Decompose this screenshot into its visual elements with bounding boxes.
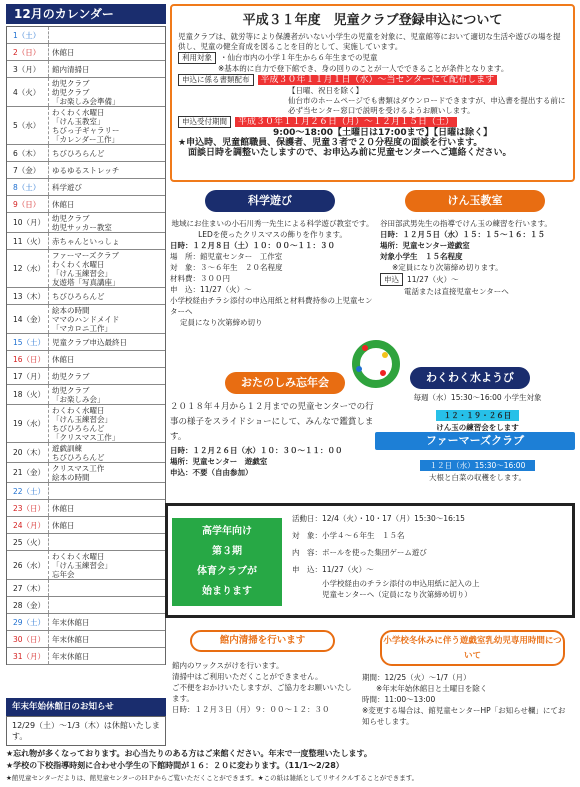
- party-body: [170, 400, 375, 478]
- calendar-row: [7, 443, 165, 463]
- cleaning-text-3: ご不便をおかけいたしますが、ご協力をお願いいたします。: [172, 683, 352, 703]
- cleaning-date: 日時：１２月３日（月）９：００～１２：３０: [172, 705, 330, 714]
- calendar-row: [7, 233, 165, 250]
- kendama-apply: 11/27（火）～: [407, 275, 459, 284]
- cleaning-body: [172, 660, 352, 715]
- calendar-event: 忘年会: [52, 569, 75, 579]
- party-title: おたのしみ忘年会: [225, 372, 345, 394]
- sports-apply-note: 小学校経由のチラシ添付の申込用紙に記入の上: [322, 579, 480, 588]
- calendar-row: [7, 648, 165, 665]
- calendar-event: 遊戯訓練: [52, 443, 82, 453]
- sports-apply-note-2: 児童センターへ（定員になり次第締め切り）: [322, 590, 472, 599]
- calendar-row: [7, 78, 165, 107]
- calendar-events: [49, 648, 93, 664]
- calendar-row: [7, 463, 165, 483]
- farmers-desc: 大根と白菜の収穫をします。: [429, 473, 526, 482]
- calendar-day: 7（金）: [7, 162, 49, 178]
- calendar-event: ちびっ子ギャラリー: [52, 125, 120, 135]
- sports-badge-line-1: 高学年向け: [202, 526, 252, 537]
- calendar-row: [7, 334, 165, 351]
- calendar-day: 10（月）: [7, 213, 49, 232]
- calendar-day: 3（月）: [7, 61, 49, 77]
- calendar-event: 「お楽しみ会準備」: [52, 96, 120, 106]
- calendar-day: 18（火）: [7, 385, 49, 404]
- calendar-day: 19（水）: [7, 405, 49, 442]
- calendar-events: [49, 368, 93, 384]
- calendar-event: ちびひろらんど: [52, 291, 105, 301]
- party-desc: ２０１８年４月から１２月までの児童センターでの行事の様子をスライドショーにして、みんなで鑑賞します。: [170, 402, 374, 442]
- calendar-events: [49, 614, 93, 630]
- farmers-body: [380, 453, 575, 483]
- calendar-day: 6（木）: [7, 145, 49, 161]
- calendar-event: 休館日: [52, 47, 75, 57]
- calendar-event: 幼児クラブ: [52, 385, 90, 395]
- winter-note: ※変更する場合は、館児童センターHP「お知らせ欄」にてお知らせします。: [362, 706, 566, 726]
- calendar-row: [7, 162, 165, 179]
- calendar-row: [7, 27, 165, 44]
- distribution-text: 仙台市のホームページでも書類はダウンロードできますが、申込書を提出する前に必ず当センター窓口で説明を受けるようお願いします。: [288, 96, 566, 115]
- party-place: 場所：児童センター 遊戯室: [170, 457, 268, 466]
- calendar-row: [7, 534, 165, 551]
- calendar-row: [7, 250, 165, 288]
- calendar-event: 幼児クラブ: [52, 213, 90, 223]
- science-note-2: 定員になり次第締め切り: [180, 318, 263, 327]
- calendar-event: 「お楽しみ会」: [52, 394, 105, 404]
- calendar-events: [49, 78, 123, 106]
- calendar-row: [7, 614, 165, 631]
- wakuwaku-dates: １２・１９・２６日: [436, 410, 520, 421]
- calendar-events: [49, 162, 122, 178]
- calendar-row: [7, 517, 165, 534]
- calendar-event: 「けん玉練習会」: [52, 560, 112, 570]
- cleaning-title: 館内清掃を行います: [190, 630, 335, 652]
- calendar-event: 幼児クラブ: [52, 371, 90, 381]
- calendar-event: ファーマーズクラブ: [52, 250, 119, 260]
- calendar-event: わくわく水曜日: [52, 405, 105, 415]
- calendar-row: [7, 351, 165, 368]
- period-time: 9:00～18:00【土曜日は17:00まで】【日曜は除く】: [273, 128, 493, 138]
- calendar-row: [7, 44, 165, 61]
- calendar-row: [7, 631, 165, 648]
- calendar-events: [49, 44, 78, 60]
- calendar-event: 「けん玉教室」: [52, 116, 105, 126]
- sports-badge-line-2: 第３期: [212, 546, 242, 557]
- calendar-event: 「マカロニ工作」: [52, 323, 112, 333]
- calendar-row: [7, 145, 165, 162]
- calendar-events: [49, 580, 55, 596]
- calendar-day: 1（土）: [7, 27, 49, 43]
- calendar-event: ちびひろらんど: [52, 452, 105, 462]
- kendama-body: [380, 218, 575, 297]
- calendar-event: ゆるゆるストレッチ: [52, 165, 120, 175]
- calendar-row: [7, 500, 165, 517]
- footer-note-1: ★忘れ物が多くなっております。お心当たりのある方はご来館ください。年末で一度整理いたします。: [6, 749, 372, 758]
- calendar-event: ママのハンドメイド: [52, 314, 120, 324]
- yearend-body: 12/29（土）～1/3（木）は休館いたします。: [6, 716, 166, 746]
- calendar-events: [49, 145, 108, 161]
- calendar-day: 13（木）: [7, 288, 49, 304]
- winter-title: 小学校冬休みに伴う遊戯室乳幼児専用時間について: [380, 630, 565, 666]
- calendar-events: [49, 233, 123, 249]
- farmers-title: ファーマーズクラブ: [375, 432, 575, 450]
- party-apply: 申込：不要（自由参加）: [170, 468, 253, 477]
- wakuwaku-time: 毎週（水）15:30～16:00 小学生対象: [413, 393, 542, 402]
- winter-period-note: ※年末年始休館日と土曜日を除く: [376, 684, 488, 693]
- calendar-row: [7, 597, 165, 614]
- sports-club-badge: [172, 518, 282, 606]
- calendar-event: 絵本の時間: [52, 472, 90, 482]
- calendar-events: [49, 517, 78, 533]
- calendar-row: [7, 483, 165, 500]
- calendar-event: わくわく水曜日: [52, 107, 105, 117]
- calendar-row: [7, 385, 165, 405]
- calendar-events: [49, 196, 78, 212]
- calendar-day: 23（日）: [7, 500, 49, 516]
- calendar-day: 24（月）: [7, 517, 49, 533]
- calendar-events: [49, 500, 78, 516]
- kendama-apply-note: 電話または直接児童センターへ: [404, 287, 509, 296]
- calendar-event: 友遊塔「写真講座」: [52, 277, 120, 287]
- calendar-events: [49, 631, 93, 647]
- wakuwaku-title: わくわく水ようび: [410, 367, 530, 389]
- calendar-day: 22（土）: [7, 483, 49, 499]
- calendar-event: 「けん玉練習会」: [52, 268, 112, 278]
- calendar-events: [49, 351, 78, 367]
- calendar-day: 28（金）: [7, 597, 49, 613]
- calendar-day: 25（火）: [7, 534, 49, 550]
- calendar-day: 27（木）: [7, 580, 49, 596]
- period-date: 平成３０年１１月２６日（月）～１２月１５日（土）: [235, 117, 457, 127]
- science-date: 日時：１２月８日（土）１０：００～１１：３０: [170, 241, 335, 250]
- calendar-event: 「けん玉練習会」: [52, 414, 112, 424]
- calendar-event: 「クリスマス工作」: [52, 432, 120, 442]
- calendar-day: 16（日）: [7, 351, 49, 367]
- calendar-row: [7, 179, 165, 196]
- target-note: ※基本的に自力で登下館でき、身の回りのことが一人でできることが条件となります。: [218, 64, 509, 73]
- calendar-event: 館内清掃日: [52, 64, 90, 74]
- calendar-row: [7, 551, 165, 580]
- winter-period: 期間：12/25（火）～1/7（月）: [362, 673, 471, 682]
- calendar-events: [49, 107, 123, 144]
- footer-notes: [6, 748, 578, 784]
- calendar-events: [49, 250, 123, 287]
- calendar-event: 年末休館日: [52, 651, 90, 661]
- calendar-events: [49, 597, 55, 613]
- calendar-row: [7, 107, 165, 145]
- calendar-day: 29（土）: [7, 614, 49, 630]
- cleaning-text-1: 館内のワックスがけを行います。: [172, 661, 284, 670]
- kendama-place: 場所：児童センター遊戯室: [380, 241, 470, 250]
- calendar-day: 20（木）: [7, 443, 49, 462]
- calendar-day: 5（水）: [7, 107, 49, 144]
- calendar-day: 15（土）: [7, 334, 49, 350]
- science-apply: 申 込：11/27（火）～: [170, 285, 252, 294]
- registration-box: [170, 4, 575, 182]
- calendar-day: 26（水）: [7, 551, 49, 579]
- cleaning-text-2: 清掃中はご利用いただくことができません。: [172, 672, 323, 681]
- distribution-label: 申込に係る書類配布: [178, 74, 254, 86]
- calendar-events: [49, 483, 55, 499]
- target-label: 利用対象: [178, 52, 216, 64]
- registration-intro: 児童クラブは、就労等により保護者がいない小学生の児童を対象に、児童館等において適切な生活や遊びの場を提供し、児童の健全育成を図ることを目的として、実施しています。: [178, 32, 561, 51]
- calendar-event: 絵本の時間: [52, 305, 90, 315]
- distribution-note: 【日曜、祝日を除く】: [288, 86, 363, 95]
- registration-footer-1: ★申込時、児童館職員、保護者、児童３者で２０分程度の面談を行います。: [178, 138, 483, 148]
- sports-details: [292, 510, 572, 600]
- yearend-title: 年末年始休館日のお知らせ: [6, 698, 166, 716]
- kendama-target: 対象小学生 １５名程度: [380, 252, 463, 261]
- sports-badge-line-3: 体育クラブが: [197, 566, 257, 577]
- calendar-row: [7, 61, 165, 78]
- calendar-event: クリスマス工作: [52, 463, 105, 473]
- calendar-event: 年末休館日: [52, 617, 90, 627]
- sports-apply: 申 込：11/27（火）～: [292, 565, 374, 574]
- footer-note-3: ★館児童センターだよりは、館児童センターのＨＰからご覧いただくことができます。★この紙は雑紙としてリサイクルすることができます。: [6, 774, 419, 782]
- target-text: ・仙台市内の小学１年生から６年生までの児童: [220, 53, 378, 62]
- science-body: [170, 218, 375, 328]
- calendar-day: 11（火）: [7, 233, 49, 249]
- science-title: 科学遊び: [205, 190, 335, 212]
- calendar-event: ちびひろらんど: [52, 423, 105, 433]
- calendar-table: [6, 26, 166, 665]
- wreath-icon: [352, 340, 400, 388]
- kendama-apply-label: 申込: [380, 273, 403, 286]
- calendar-day: 31（月）: [7, 648, 49, 664]
- registration-title: 平成３１年度 児童クラブ登録申込について: [242, 13, 503, 28]
- distribution-date: 平成３０年１１月１日（水）～当センターにて配布します: [258, 75, 498, 85]
- calendar-row: [7, 213, 165, 233]
- calendar-row: [7, 580, 165, 597]
- calendar-row: [7, 288, 165, 305]
- footer-note-2: ★学校の下校指導時刻に合わせ小学生の下館時間が１６：２０に変わります。（11/1～2/28）: [6, 761, 344, 770]
- calendar-events: [49, 334, 130, 350]
- calendar-event: 休館日: [52, 503, 75, 513]
- calendar-day: 17（月）: [7, 368, 49, 384]
- wakuwaku-desc: けん玉の練習会をします: [436, 423, 519, 432]
- period-label: 申込受付期間: [178, 116, 231, 128]
- science-desc: 地域にお住まいの小石川秀一先生による科学遊び教室です。LEDを使ったクリスマスの飾りを作ります。: [171, 219, 374, 239]
- calendar-events: [49, 305, 122, 333]
- science-note-1: 小学校経由チラシ添付の申込用紙と材料費持参の上児童センターへ: [170, 296, 373, 316]
- farmers-date: １２日（水）15:30～16:00: [420, 460, 536, 471]
- sports-target: 対 象：小学４～６年生 １５名: [292, 531, 405, 540]
- calendar-row: [7, 405, 165, 443]
- winter-body: [362, 672, 572, 727]
- registration-footer-2: 面談日時を調整いたしますので、お申込み前に児童センターへご連絡ください。: [188, 148, 512, 158]
- science-target: 対 象：３～６年生 ２０名程度: [170, 263, 283, 272]
- wakuwaku-body: [380, 392, 575, 433]
- calendar-event: ちびひろらんど: [52, 148, 105, 158]
- kendama-desc: 谷田部武男先生の指導でけん玉の練習を行います。: [380, 219, 552, 228]
- calendar-events: [49, 385, 108, 404]
- calendar-row: [7, 305, 165, 334]
- calendar-day: 8（土）: [7, 179, 49, 195]
- calendar-event: 幼児クラブ: [52, 78, 90, 88]
- calendar-event: 休館日: [52, 354, 75, 364]
- calendar-event: 「カレンダー工作」: [52, 134, 120, 144]
- calendar-events: [49, 288, 108, 304]
- calendar-event: わくわく水曜日: [52, 551, 105, 561]
- calendar-day: 14（金）: [7, 305, 49, 333]
- calendar-event: わくわく水曜日: [52, 259, 105, 269]
- calendar-day: 2（日）: [7, 44, 49, 60]
- calendar-event: 幼児サッカー教室: [52, 222, 112, 232]
- calendar-events: [49, 179, 85, 195]
- calendar-event: 児童クラブ申込最終日: [52, 337, 127, 347]
- calendar-events: [49, 463, 107, 482]
- kendama-date: 日時：１２月５日（水）１５：１５～１６：１５: [380, 230, 545, 239]
- science-fee: 材料費：３００円: [170, 274, 230, 283]
- calendar-row: [7, 196, 165, 213]
- calendar-title: 12月のカレンダー: [6, 4, 166, 24]
- calendar-day: 12（水）: [7, 250, 49, 287]
- calendar-event: 科学遊び: [52, 182, 82, 192]
- calendar-row: [7, 368, 165, 385]
- calendar-events: [49, 534, 55, 550]
- calendar-events: [49, 551, 115, 579]
- winter-time: 時間：11:00～13:00: [362, 695, 436, 704]
- calendar-event: 休館日: [52, 520, 75, 530]
- calendar-events: [49, 213, 115, 232]
- calendar-day: 4（火）: [7, 78, 49, 106]
- sports-badge-line-4: 始まります: [202, 586, 252, 597]
- calendar-events: [49, 405, 122, 442]
- calendar-events: [49, 61, 93, 77]
- calendar-events: [49, 443, 108, 462]
- calendar-events: [49, 27, 55, 43]
- party-date: 日時：１２月２６日（水）１０：３０～１１：００: [170, 446, 343, 455]
- calendar-day: 9（日）: [7, 196, 49, 212]
- kendama-note: ※定員になり次第締め切ります。: [392, 263, 503, 272]
- calendar-event: 幼児クラブ: [52, 87, 90, 97]
- calendar-event: 休館日: [52, 199, 75, 209]
- sports-date: 活動日：12/4（火）・10・17（月）15:30～16:15: [292, 514, 465, 523]
- calendar-day: 21（金）: [7, 463, 49, 482]
- sports-content: 内 容：ボールを使った集団ゲーム遊び: [292, 548, 427, 557]
- science-place: 場 所：館児童センター 工作室: [170, 252, 283, 261]
- calendar-event: 年末休館日: [52, 634, 90, 644]
- calendar-event: 赤ちゃんといっしょ: [52, 236, 120, 246]
- kendama-title: けん玉教室: [405, 190, 545, 212]
- calendar-day: 30（日）: [7, 631, 49, 647]
